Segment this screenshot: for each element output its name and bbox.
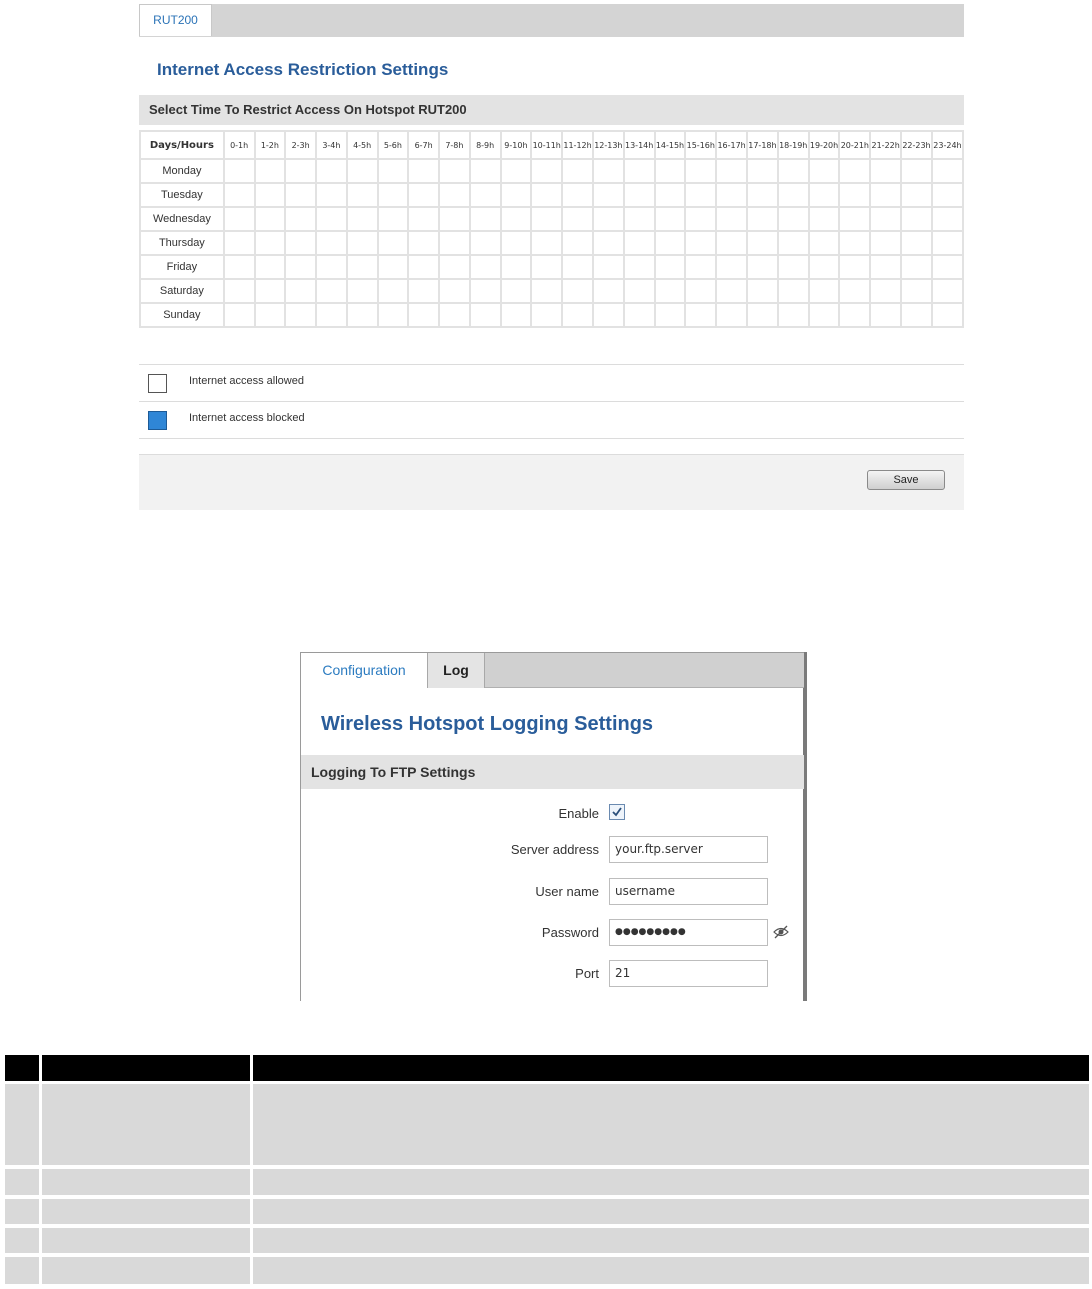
schedule-cell[interactable]	[470, 255, 501, 279]
schedule-cell[interactable]	[378, 183, 409, 207]
schedule-cell[interactable]	[531, 159, 562, 183]
schedule-cell[interactable]	[316, 255, 347, 279]
schedule-cell[interactable]	[439, 183, 470, 207]
schedule-cell[interactable]	[809, 231, 840, 255]
schedule-cell[interactable]	[932, 159, 963, 183]
schedule-cell[interactable]	[347, 159, 378, 183]
schedule-cell[interactable]	[839, 231, 870, 255]
hour-header: 12-13h	[593, 131, 624, 159]
schedule-cell[interactable]	[778, 303, 809, 327]
schedule-cell[interactable]	[716, 303, 747, 327]
schedule-cell[interactable]	[562, 159, 593, 183]
schedule-cell[interactable]	[870, 231, 901, 255]
schedule-cell[interactable]	[624, 159, 655, 183]
day-label: Wednesday	[140, 207, 224, 231]
schedule-cell[interactable]	[562, 279, 593, 303]
schedule-cell[interactable]	[593, 279, 624, 303]
schedule-cell[interactable]	[255, 231, 286, 255]
schedule-cell[interactable]	[809, 279, 840, 303]
schedule-cell[interactable]	[378, 303, 409, 327]
table-cell	[253, 1228, 1089, 1253]
schedule-header-row	[140, 131, 963, 159]
schedule-cell[interactable]	[378, 159, 409, 183]
table-cell	[253, 1084, 1089, 1165]
schedule-cell[interactable]	[685, 183, 716, 207]
schedule-cell[interactable]	[224, 255, 255, 279]
allowed-color-swatch	[148, 374, 167, 393]
schedule-cell[interactable]	[870, 183, 901, 207]
schedule-cell[interactable]	[531, 207, 562, 231]
schedule-cell[interactable]	[624, 279, 655, 303]
hour-header: 23-24h	[932, 131, 963, 159]
schedule-row	[140, 231, 963, 255]
user-name-label: User name	[535, 884, 599, 899]
hour-header: 15-16h	[685, 131, 716, 159]
schedule-cell[interactable]	[255, 159, 286, 183]
schedule-cell[interactable]	[932, 303, 963, 327]
schedule-cell[interactable]	[285, 159, 316, 183]
schedule-cell[interactable]	[655, 159, 686, 183]
server-address-row	[301, 836, 804, 864]
schedule-cell[interactable]	[870, 303, 901, 327]
schedule-grid	[139, 130, 964, 328]
hour-header: 1-2h	[255, 131, 286, 159]
schedule-cell[interactable]	[747, 207, 778, 231]
schedule-cell[interactable]	[562, 231, 593, 255]
schedule-cell[interactable]	[316, 231, 347, 255]
form-footer	[139, 454, 964, 510]
legend-allowed-label: Internet access allowed	[189, 375, 304, 387]
hour-header: 2-3h	[285, 131, 316, 159]
schedule-cell[interactable]	[378, 279, 409, 303]
schedule-cell[interactable]	[439, 159, 470, 183]
schedule-cell[interactable]	[716, 183, 747, 207]
day-label: Sunday	[140, 303, 224, 327]
schedule-cell[interactable]	[439, 231, 470, 255]
hour-header: 21-22h	[870, 131, 901, 159]
hour-header: 16-17h	[716, 131, 747, 159]
schedule-cell[interactable]	[501, 207, 532, 231]
legend-allowed	[139, 364, 964, 401]
schedule-cell[interactable]	[347, 207, 378, 231]
schedule-cell[interactable]	[685, 303, 716, 327]
port-row	[301, 960, 804, 988]
schedule-cell[interactable]	[685, 231, 716, 255]
schedule-cell[interactable]	[501, 255, 532, 279]
hour-header: 17-18h	[747, 131, 778, 159]
schedule-cell[interactable]	[224, 183, 255, 207]
schedule-cell[interactable]	[439, 207, 470, 231]
table-cell	[5, 1228, 39, 1253]
table-row	[5, 1199, 1089, 1224]
day-label: Tuesday	[140, 183, 224, 207]
schedule-cell[interactable]	[932, 207, 963, 231]
show-password-icon[interactable]	[772, 923, 790, 941]
server-address-input[interactable]: your.ftp.server	[609, 836, 768, 863]
schedule-cell[interactable]	[285, 303, 316, 327]
day-label: Friday	[140, 255, 224, 279]
schedule-cell[interactable]	[439, 279, 470, 303]
logging-panel	[300, 652, 807, 1001]
table-cell	[42, 1084, 250, 1165]
schedule-row	[140, 183, 963, 207]
user-name-row	[301, 878, 804, 906]
schedule-cell[interactable]	[316, 279, 347, 303]
schedule-cell[interactable]	[870, 279, 901, 303]
schedule-cell[interactable]	[809, 255, 840, 279]
table-cell	[253, 1169, 1089, 1195]
section-header: Logging To FTP Settings	[301, 755, 804, 789]
hour-header: 13-14h	[624, 131, 655, 159]
schedule-cell[interactable]	[224, 279, 255, 303]
schedule-cell[interactable]	[624, 207, 655, 231]
schedule-cell[interactable]	[901, 255, 932, 279]
tab-rut200[interactable]: RUT200	[139, 4, 212, 36]
table-row	[5, 1257, 1089, 1284]
schedule-cell[interactable]	[347, 231, 378, 255]
schedule-cell[interactable]	[562, 303, 593, 327]
schedule-cell[interactable]	[685, 255, 716, 279]
schedule-cell[interactable]	[932, 279, 963, 303]
schedule-cell[interactable]	[378, 255, 409, 279]
schedule-cell[interactable]	[778, 255, 809, 279]
schedule-cell[interactable]	[593, 207, 624, 231]
hour-header: 5-6h	[378, 131, 409, 159]
schedule-cell[interactable]	[901, 303, 932, 327]
schedule-row	[140, 255, 963, 279]
schedule-cell[interactable]	[624, 183, 655, 207]
schedule-cell[interactable]	[255, 183, 286, 207]
schedule-cell[interactable]	[470, 207, 501, 231]
table-header-cell	[5, 1055, 39, 1081]
table-cell	[5, 1199, 39, 1224]
schedule-cell[interactable]	[470, 279, 501, 303]
days-hours-header: Days/Hours	[140, 131, 224, 159]
schedule-cell[interactable]	[255, 207, 286, 231]
page-title: Wireless Hotspot Logging Settings	[321, 713, 654, 735]
schedule-cell[interactable]	[655, 255, 686, 279]
schedule-row	[140, 303, 963, 327]
schedule-row	[140, 207, 963, 231]
port-label: Port	[575, 966, 599, 981]
schedule-cell[interactable]	[655, 303, 686, 327]
table-cell	[42, 1228, 250, 1253]
schedule-cell[interactable]	[531, 255, 562, 279]
table-cell	[253, 1199, 1089, 1224]
table-cell	[42, 1169, 250, 1195]
schedule-cell[interactable]	[470, 183, 501, 207]
table-cell	[253, 1257, 1089, 1284]
schedule-cell[interactable]	[778, 207, 809, 231]
schedule-cell[interactable]	[870, 159, 901, 183]
hour-header: 20-21h	[839, 131, 870, 159]
schedule-cell[interactable]	[593, 231, 624, 255]
schedule-cell[interactable]	[747, 183, 778, 207]
schedule-cell[interactable]	[347, 303, 378, 327]
schedule-cell[interactable]	[747, 279, 778, 303]
schedule-cell[interactable]	[901, 231, 932, 255]
schedule-cell[interactable]	[901, 183, 932, 207]
device-tab-bar	[139, 4, 964, 37]
schedule-cell[interactable]	[624, 255, 655, 279]
schedule-cell[interactable]	[531, 303, 562, 327]
table-header-row	[5, 1055, 1089, 1081]
schedule-cell[interactable]	[285, 279, 316, 303]
table-cell	[42, 1199, 250, 1224]
schedule-cell[interactable]	[378, 231, 409, 255]
day-label: Saturday	[140, 279, 224, 303]
schedule-cell[interactable]	[470, 303, 501, 327]
schedule-cell[interactable]	[347, 183, 378, 207]
schedule-cell[interactable]	[593, 159, 624, 183]
schedule-cell[interactable]	[531, 231, 562, 255]
schedule-cell[interactable]	[224, 159, 255, 183]
day-label: Monday	[140, 159, 224, 183]
schedule-cell[interactable]	[316, 183, 347, 207]
table-row	[5, 1228, 1089, 1253]
schedule-cell[interactable]	[501, 279, 532, 303]
schedule-cell[interactable]	[408, 303, 439, 327]
password-row	[301, 919, 804, 947]
schedule-cell[interactable]	[839, 159, 870, 183]
logging-tab-bar	[301, 652, 804, 688]
blocked-color-swatch	[148, 411, 167, 430]
table-cell	[5, 1169, 39, 1195]
schedule-cell[interactable]	[901, 207, 932, 231]
schedule-cell[interactable]	[408, 255, 439, 279]
table-header-cell	[253, 1055, 1089, 1081]
schedule-cell[interactable]	[747, 255, 778, 279]
schedule-cell[interactable]	[562, 183, 593, 207]
schedule-cell[interactable]	[408, 207, 439, 231]
schedule-cell[interactable]	[593, 303, 624, 327]
hour-header: 10-11h	[531, 131, 562, 159]
schedule-cell[interactable]	[901, 159, 932, 183]
schedule-cell[interactable]	[624, 303, 655, 327]
schedule-cell[interactable]	[716, 279, 747, 303]
schedule-cell[interactable]	[716, 207, 747, 231]
schedule-cell[interactable]	[408, 231, 439, 255]
legend-blocked	[139, 401, 964, 439]
schedule-cell[interactable]	[685, 159, 716, 183]
schedule-cell[interactable]	[778, 159, 809, 183]
schedule-cell[interactable]	[501, 231, 532, 255]
schedule-cell[interactable]	[501, 159, 532, 183]
schedule-cell[interactable]	[408, 183, 439, 207]
password-label: Password	[541, 925, 599, 940]
schedule-cell[interactable]	[932, 231, 963, 255]
hour-header: 19-20h	[809, 131, 840, 159]
schedule-cell[interactable]	[655, 279, 686, 303]
schedule-cell[interactable]	[562, 207, 593, 231]
schedule-cell[interactable]	[531, 183, 562, 207]
section-header: Select Time To Restrict Access On Hotspot RUT200	[139, 95, 964, 125]
schedule-cell[interactable]	[470, 231, 501, 255]
hour-header: 4-5h	[347, 131, 378, 159]
schedule-cell[interactable]	[901, 279, 932, 303]
schedule-cell[interactable]	[624, 231, 655, 255]
schedule-cell[interactable]	[593, 183, 624, 207]
enable-checkbox[interactable]	[609, 804, 625, 820]
schedule-cell[interactable]	[224, 303, 255, 327]
schedule-cell[interactable]	[839, 255, 870, 279]
hour-header: 9-10h	[501, 131, 532, 159]
schedule-cell[interactable]	[593, 255, 624, 279]
schedule-cell[interactable]	[747, 159, 778, 183]
checkmark-icon	[610, 805, 624, 819]
schedule-cell[interactable]	[932, 183, 963, 207]
schedule-cell[interactable]	[747, 303, 778, 327]
schedule-cell[interactable]	[655, 231, 686, 255]
schedule-cell[interactable]	[655, 183, 686, 207]
hour-header: 22-23h	[901, 131, 932, 159]
hour-header: 7-8h	[439, 131, 470, 159]
table-row	[5, 1084, 1089, 1165]
schedule-cell[interactable]	[747, 231, 778, 255]
schedule-cell[interactable]	[224, 207, 255, 231]
schedule-cell[interactable]	[778, 279, 809, 303]
hour-header: 0-1h	[224, 131, 255, 159]
schedule-cell[interactable]	[778, 183, 809, 207]
schedule-cell[interactable]	[316, 303, 347, 327]
hour-header: 3-4h	[316, 131, 347, 159]
tab-log[interactable]: Log	[428, 653, 485, 688]
hour-header: 14-15h	[655, 131, 686, 159]
schedule-cell[interactable]	[716, 231, 747, 255]
legend-blocked-label: Internet access blocked	[189, 412, 305, 424]
enable-label: Enable	[558, 806, 599, 821]
hour-header: 18-19h	[778, 131, 809, 159]
schedule-cell[interactable]	[809, 303, 840, 327]
port-input[interactable]: 21	[609, 960, 768, 987]
schedule-cell[interactable]	[716, 255, 747, 279]
schedule-cell[interactable]	[255, 303, 286, 327]
schedule-cell[interactable]	[285, 231, 316, 255]
user-name-input[interactable]: username	[609, 878, 768, 905]
day-label: Thursday	[140, 231, 224, 255]
hour-header: 8-9h	[470, 131, 501, 159]
schedule-cell[interactable]	[716, 159, 747, 183]
enable-row	[301, 800, 804, 828]
schedule-row	[140, 279, 963, 303]
schedule-cell[interactable]	[685, 207, 716, 231]
schedule-cell[interactable]	[439, 255, 470, 279]
schedule-cell[interactable]	[932, 255, 963, 279]
schedule-cell[interactable]	[347, 255, 378, 279]
restriction-panel	[139, 4, 964, 486]
save-button[interactable]: Save	[867, 470, 945, 490]
schedule-cell[interactable]	[408, 159, 439, 183]
table-cell	[5, 1257, 39, 1284]
schedule-cell[interactable]	[839, 279, 870, 303]
schedule-cell[interactable]	[285, 255, 316, 279]
table-cell	[5, 1084, 39, 1165]
schedule-cell[interactable]	[408, 279, 439, 303]
hour-header: 6-7h	[408, 131, 439, 159]
schedule-cell[interactable]	[316, 207, 347, 231]
schedule-cell[interactable]	[255, 255, 286, 279]
schedule-cell[interactable]	[685, 279, 716, 303]
schedule-cell[interactable]	[870, 207, 901, 231]
schedule-cell[interactable]	[809, 207, 840, 231]
schedule-cell[interactable]	[347, 279, 378, 303]
schedule-cell[interactable]	[285, 183, 316, 207]
password-input[interactable]: ●●●●●●●●●	[609, 919, 768, 946]
schedule-row	[140, 159, 963, 183]
schedule-cell[interactable]	[255, 279, 286, 303]
schedule-cell[interactable]	[839, 207, 870, 231]
schedule-cell[interactable]	[870, 255, 901, 279]
server-address-label: Server address	[510, 842, 599, 857]
schedule-cell[interactable]	[655, 207, 686, 231]
schedule-cell[interactable]	[839, 303, 870, 327]
schedule-cell[interactable]	[501, 183, 532, 207]
schedule-cell[interactable]	[470, 159, 501, 183]
hour-header: 11-12h	[562, 131, 593, 159]
schedule-cell[interactable]	[501, 303, 532, 327]
schedule-cell[interactable]	[809, 183, 840, 207]
schedule-cell[interactable]	[839, 183, 870, 207]
schedule-cell[interactable]	[439, 303, 470, 327]
table-row	[5, 1169, 1089, 1195]
table-cell	[42, 1257, 250, 1284]
schedule-cell[interactable]	[531, 279, 562, 303]
page-title: Internet Access Restriction Settings	[157, 60, 449, 79]
schedule-cell[interactable]	[809, 159, 840, 183]
schedule-cell[interactable]	[378, 207, 409, 231]
schedule-cell[interactable]	[285, 207, 316, 231]
schedule-cell[interactable]	[562, 255, 593, 279]
tab-configuration[interactable]: Configuration	[301, 653, 428, 688]
schedule-cell[interactable]	[316, 159, 347, 183]
table-header-cell	[42, 1055, 250, 1081]
schedule-cell[interactable]	[778, 231, 809, 255]
schedule-cell[interactable]	[224, 231, 255, 255]
